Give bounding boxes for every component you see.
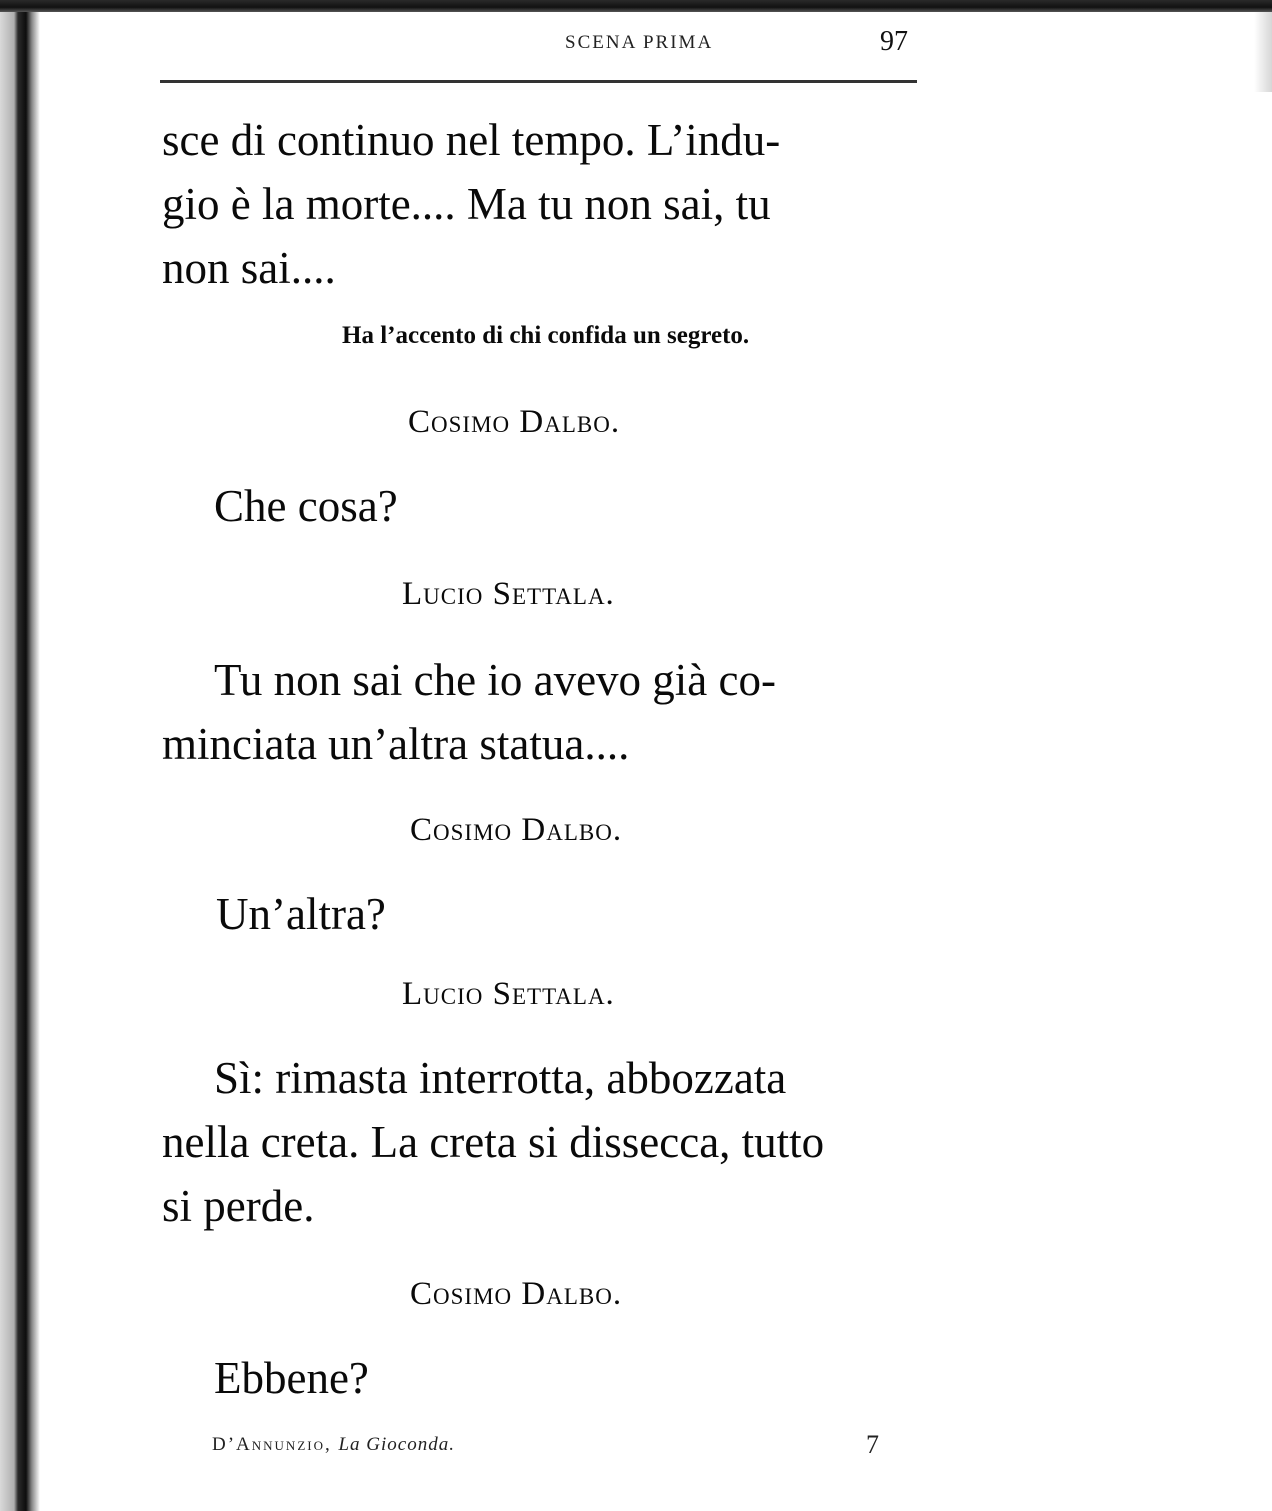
stage-direction: Ha l’accento di chi confida un segreto. [342,322,750,349]
page-left-binding-shadow [0,12,40,1511]
speaker-label: Cosimo Dalbo. [410,812,623,848]
speech-line: non sai.... [162,243,336,293]
speaker-label: Cosimo Dalbo. [410,1276,623,1312]
speech-line: gio è la morte.... Ma tu non sai, tu [162,179,771,229]
speech-line: si perde. [162,1181,315,1231]
speaker-label: Lucio Settala. [402,976,615,1012]
page-top-edge-shadow [0,0,1272,12]
page-right-edge-shadow [1254,12,1272,92]
speech-line: Ebbene? [214,1353,369,1403]
speech-line: sce di continuo nel tempo. L’indu- [162,115,781,165]
footer-author: D’Annunzio, [212,1434,332,1455]
speech-line: Tu non sai che io avevo già co- [214,655,776,705]
speech-line: nella creta. La creta si dissecca, tutto [162,1117,825,1167]
speaker-label: Lucio Settala. [402,576,615,612]
signature-mark: 7 [866,1430,879,1459]
running-head [160,26,920,58]
speech-line: Un’altra? [216,889,386,939]
running-head-section: SCENA PRIMA [565,32,714,53]
speaker-label: Cosimo Dalbo. [408,404,621,440]
footer-work-title: La Gioconda. [338,1434,455,1455]
footer-author-title [212,1434,455,1456]
speech-line: Che cosa? [214,481,398,531]
header-rule [160,80,917,83]
page-number: 97 [880,26,908,57]
speech-line: minciata un’altra statua.... [162,719,630,769]
speech-line: Sì: rimasta interrotta, abbozzata [214,1053,787,1103]
